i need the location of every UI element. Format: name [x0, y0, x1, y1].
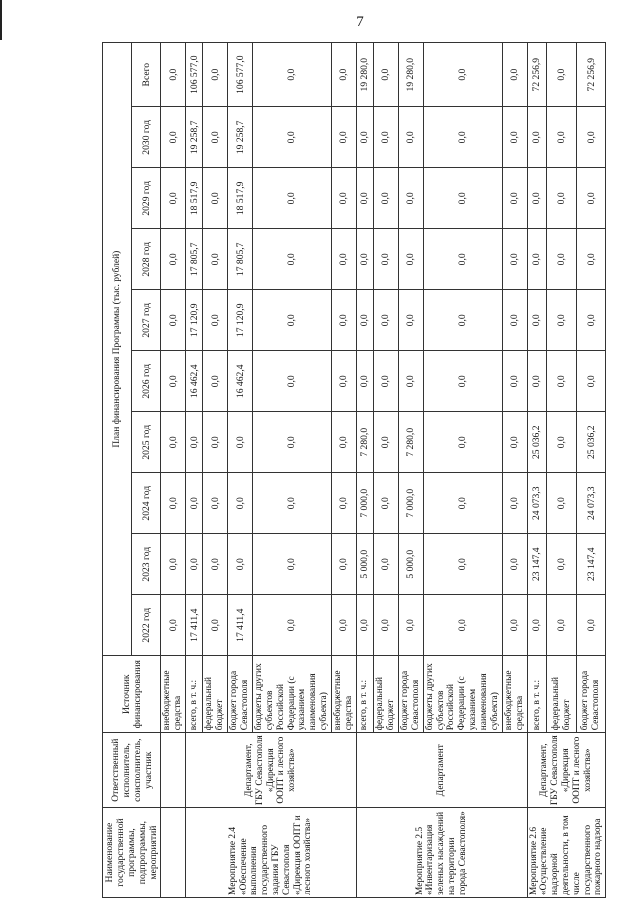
year-value-cell: 0,0	[356, 229, 373, 290]
year-value-cell: 18 517,9	[186, 168, 203, 229]
year-value-cell: 0,0	[331, 412, 356, 473]
year-value-cell: 0,0	[203, 595, 228, 656]
table-row	[527, 43, 547, 898]
responsible-cell	[161, 733, 186, 808]
year-value-cell: 0,0	[253, 412, 332, 473]
header-year: 2029 год	[132, 168, 161, 229]
funding-source-cell: внебюджетные средства	[161, 656, 186, 733]
year-value-cell: 17 805,7	[228, 229, 253, 290]
year-value-cell: 5 000,0	[398, 534, 423, 595]
year-value-cell: 0,0	[576, 290, 605, 351]
year-value-cell: 0,0	[547, 290, 576, 351]
year-value-cell: 0,0	[331, 595, 356, 656]
year-value-cell: 0,0	[161, 229, 186, 290]
total-value-cell: 0,0	[253, 43, 332, 107]
header-plan-caption: План финансирования Программы (тыс. рублей)	[103, 43, 132, 656]
year-value-cell: 0,0	[547, 534, 576, 595]
year-value-cell: 0,0	[373, 168, 398, 229]
year-value-cell: 0,0	[253, 534, 332, 595]
year-value-cell: 23 147,4	[576, 534, 605, 595]
year-value-cell: 0,0	[228, 534, 253, 595]
year-value-cell: 0,0	[576, 595, 605, 656]
total-value-cell: 0,0	[373, 43, 398, 107]
year-value-cell: 0,0	[161, 107, 186, 168]
year-value-cell: 0,0	[186, 534, 203, 595]
header-total: Всего	[132, 43, 161, 107]
header-year: 2024 год	[132, 473, 161, 534]
funding-source-cell: внебюджетные средства	[331, 656, 356, 733]
year-value-cell: 0,0	[203, 290, 228, 351]
year-value-cell: 0,0	[186, 473, 203, 534]
funding-source-cell: федеральный бюджет	[203, 656, 228, 733]
funding-source-cell: всего, в т. ч.:	[356, 656, 373, 733]
header-year: 2030 год	[132, 107, 161, 168]
year-value-cell: 0,0	[502, 290, 527, 351]
year-value-cell: 0,0	[398, 107, 423, 168]
year-value-cell: 0,0	[423, 290, 502, 351]
year-value-cell: 7 280,0	[398, 412, 423, 473]
year-value-cell: 0,0	[161, 412, 186, 473]
year-value-cell: 0,0	[356, 351, 373, 412]
funding-source-cell: всего, в т. ч.:	[527, 656, 547, 733]
funding-source-cell: бюджет города Севастополя	[228, 656, 253, 733]
year-value-cell: 0,0	[502, 107, 527, 168]
year-value-cell: 0,0	[547, 351, 576, 412]
year-value-cell: 7 000,0	[356, 473, 373, 534]
year-value-cell: 0,0	[423, 168, 502, 229]
header-year: 2027 год	[132, 290, 161, 351]
year-value-cell: 0,0	[576, 168, 605, 229]
funding-source-cell: бюджет города Севастополя	[576, 656, 605, 733]
table-row	[161, 43, 186, 898]
total-value-cell: 0,0	[547, 43, 576, 107]
year-value-cell: 0,0	[502, 412, 527, 473]
year-value-cell: 0,0	[331, 351, 356, 412]
year-value-cell: 0,0	[423, 534, 502, 595]
year-value-cell: 18 517,9	[228, 168, 253, 229]
year-value-cell: 0,0	[253, 229, 332, 290]
year-value-cell: 0,0	[502, 351, 527, 412]
year-value-cell: 0,0	[373, 229, 398, 290]
year-value-cell: 0,0	[547, 595, 576, 656]
year-value-cell: 0,0	[502, 229, 527, 290]
year-value-cell: 0,0	[331, 229, 356, 290]
year-value-cell: 0,0	[398, 168, 423, 229]
year-value-cell: 25 036,2	[576, 412, 605, 473]
year-value-cell: 0,0	[398, 229, 423, 290]
year-value-cell: 7 280,0	[356, 412, 373, 473]
year-value-cell: 0,0	[547, 229, 576, 290]
year-value-cell: 0,0	[203, 107, 228, 168]
total-value-cell: 0,0	[161, 43, 186, 107]
year-value-cell: 0,0	[228, 412, 253, 473]
year-value-cell: 0,0	[547, 107, 576, 168]
year-value-cell: 0,0	[331, 534, 356, 595]
year-value-cell: 17 120,9	[228, 290, 253, 351]
total-value-cell: 19 280,0	[398, 43, 423, 107]
funding-source-cell: бюджет города Севастополя	[398, 656, 423, 733]
year-value-cell: 0,0	[253, 107, 332, 168]
year-value-cell: 7 000,0	[398, 473, 423, 534]
year-value-cell: 0,0	[331, 290, 356, 351]
year-value-cell: 0,0	[356, 168, 373, 229]
year-value-cell: 0,0	[547, 412, 576, 473]
measure-name-cell: Мероприятие 2.5 «Инвентаризация зеленых насаждений на территории города Севастополя»	[356, 808, 527, 898]
year-value-cell: 17 120,9	[186, 290, 203, 351]
year-value-cell: 0,0	[356, 107, 373, 168]
responsible-cell: Департамент	[356, 733, 527, 808]
year-value-cell: 0,0	[228, 473, 253, 534]
measure-name-cell: Мероприятие 2.6 «Осуществление надзорной деятельности, в том числе государственного пожарного надзора	[527, 808, 606, 898]
year-value-cell: 0,0	[161, 290, 186, 351]
funding-source-cell: федеральный бюджет	[547, 656, 576, 733]
year-value-cell: 0,0	[398, 595, 423, 656]
year-value-cell: 0,0	[373, 290, 398, 351]
funding-source-cell: бюджеты других субъектов Российской Федерации (с указанием наименования субъекта)	[253, 656, 332, 733]
year-value-cell: 16 462,4	[186, 351, 203, 412]
year-value-cell: 0,0	[331, 473, 356, 534]
total-value-cell: 0,0	[502, 43, 527, 107]
year-value-cell: 17 805,7	[186, 229, 203, 290]
year-value-cell: 0,0	[203, 229, 228, 290]
header-year: 2023 год	[132, 534, 161, 595]
year-value-cell: 16 462,4	[228, 351, 253, 412]
header-year: 2022 год	[132, 595, 161, 656]
year-value-cell: 0,0	[423, 595, 502, 656]
year-value-cell: 0,0	[373, 351, 398, 412]
funding-source-cell: всего, в т. ч.:	[186, 656, 203, 733]
header-year: 2025 год	[132, 412, 161, 473]
year-value-cell: 0,0	[423, 107, 502, 168]
year-value-cell: 0,0	[527, 290, 547, 351]
year-value-cell: 0,0	[203, 534, 228, 595]
total-value-cell: 0,0	[203, 43, 228, 107]
header-year: 2028 год	[132, 229, 161, 290]
year-value-cell: 0,0	[253, 290, 332, 351]
year-value-cell: 0,0	[547, 168, 576, 229]
year-value-cell: 0,0	[423, 473, 502, 534]
year-value-cell: 0,0	[576, 107, 605, 168]
year-value-cell: 0,0	[253, 168, 332, 229]
year-value-cell: 0,0	[576, 351, 605, 412]
year-value-cell: 17 411,4	[228, 595, 253, 656]
year-value-cell: 0,0	[373, 473, 398, 534]
year-value-cell: 0,0	[203, 473, 228, 534]
table-row	[186, 43, 203, 898]
year-value-cell: 0,0	[331, 107, 356, 168]
year-value-cell: 24 073,3	[576, 473, 605, 534]
total-value-cell: 72 256,9	[576, 43, 605, 107]
year-value-cell: 0,0	[373, 107, 398, 168]
year-value-cell: 0,0	[527, 351, 547, 412]
header-source: Источник финансирования	[103, 656, 161, 733]
year-value-cell: 0,0	[398, 351, 423, 412]
year-value-cell: 24 073,3	[527, 473, 547, 534]
year-value-cell: 0,0	[253, 473, 332, 534]
year-value-cell: 5 000,0	[356, 534, 373, 595]
year-value-cell: 25 036,2	[527, 412, 547, 473]
year-value-cell: 0,0	[186, 412, 203, 473]
total-value-cell: 0,0	[331, 43, 356, 107]
year-value-cell: 0,0	[398, 290, 423, 351]
year-value-cell: 0,0	[356, 290, 373, 351]
year-value-cell: 0,0	[502, 473, 527, 534]
year-value-cell: 0,0	[161, 534, 186, 595]
measure-name-cell: Мероприятие 2.4 «Обеспечение выполнения государственного задания ГБУ Севастополя «Дирекция ООПТ и лесного хозяйства»	[186, 808, 357, 898]
year-value-cell: 0,0	[161, 595, 186, 656]
responsible-cell: Департамент, ГБУ Севастополя «Дирекция ООПТ и лесного хозяйства»	[186, 733, 357, 808]
year-value-cell: 0,0	[331, 168, 356, 229]
year-value-cell: 0,0	[161, 351, 186, 412]
year-value-cell: 0,0	[527, 168, 547, 229]
rotated-table-wrapper	[102, 42, 606, 898]
year-value-cell: 0,0	[373, 412, 398, 473]
year-value-cell: 0,0	[423, 229, 502, 290]
year-value-cell: 0,0	[203, 168, 228, 229]
header-year: 2026 год	[132, 351, 161, 412]
table-row	[356, 43, 373, 898]
year-value-cell: 0,0	[527, 595, 547, 656]
year-value-cell: 0,0	[527, 107, 547, 168]
year-value-cell: 0,0	[527, 229, 547, 290]
funding-source-cell: федеральный бюджет	[373, 656, 398, 733]
year-value-cell: 17 411,4	[186, 595, 203, 656]
page-number: 7	[356, 14, 364, 30]
page-edge-mark	[0, 0, 2, 40]
year-value-cell: 19 258,7	[228, 107, 253, 168]
funding-source-cell: бюджеты других субъектов Российской Федерации (с указанием наименования субъекта)	[423, 656, 502, 733]
total-value-cell: 19 280,0	[356, 43, 373, 107]
year-value-cell: 0,0	[253, 351, 332, 412]
year-value-cell: 0,0	[423, 351, 502, 412]
total-value-cell: 0,0	[423, 43, 502, 107]
year-value-cell: 0,0	[502, 534, 527, 595]
header-name: Наименование государственной программы, подпрограммы, мероприятий	[103, 808, 161, 898]
year-value-cell: 0,0	[161, 168, 186, 229]
year-value-cell: 19 258,7	[186, 107, 203, 168]
year-value-cell: 0,0	[161, 473, 186, 534]
year-value-cell: 0,0	[373, 595, 398, 656]
year-value-cell: 0,0	[253, 595, 332, 656]
year-value-cell: 0,0	[423, 412, 502, 473]
year-value-cell: 23 147,4	[527, 534, 547, 595]
year-value-cell: 0,0	[502, 595, 527, 656]
year-value-cell: 0,0	[373, 534, 398, 595]
year-value-cell: 0,0	[203, 412, 228, 473]
year-value-cell: 0,0	[502, 168, 527, 229]
table-body	[161, 43, 606, 898]
year-value-cell: 0,0	[356, 595, 373, 656]
header-responsible: Ответственный исполнитель, соисполнитель, участник	[103, 733, 161, 808]
year-value-cell: 0,0	[576, 229, 605, 290]
year-value-cell: 0,0	[203, 351, 228, 412]
total-value-cell: 106 577,0	[186, 43, 203, 107]
responsible-cell: Департамент, ГБУ Севастополя «Дирекция ООПТ и лесного хозяйства»	[527, 733, 606, 808]
total-value-cell: 72 256,9	[527, 43, 547, 107]
funding-source-cell: внебюджетные средства	[502, 656, 527, 733]
measure-name-cell	[161, 808, 186, 898]
year-value-cell: 0,0	[547, 473, 576, 534]
total-value-cell: 106 577,0	[228, 43, 253, 107]
financing-plan-table	[102, 42, 606, 898]
